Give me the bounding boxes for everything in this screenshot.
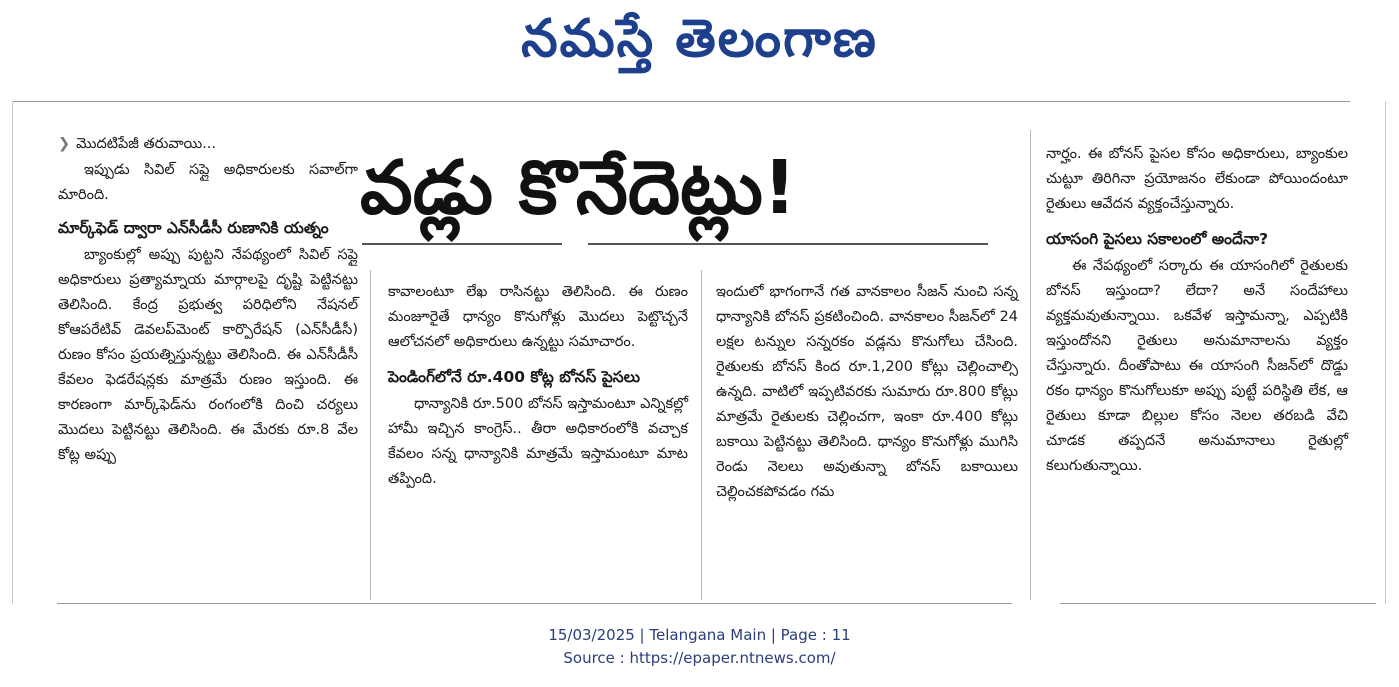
- subheading-yasangi: యాసంగి పైసలు సకాలంలో అందేనా?: [1046, 230, 1269, 248]
- body-paragraph: కావాలంటూ లేఖ రాసినట్టు తెలిసింది. ఈ రుణం మంజూరైతే ధాన్యం కొనుగోళ్లు మొదలు పెట్టొచ్చనే ఆలోచనలో అధికారులు ఉన్నట్టు సమాచారం.: [388, 284, 688, 350]
- body-paragraph: బ్యాంకుల్లో అప్పు పుట్టని నేపథ్యంలో సివిల్ సప్లై అధికారులు ప్రత్యామ్నాయ మార్గాలపై దృష్టి పెట్టినట్టు తెలిసింది. కేంద్ర ప్రభుత్వ పరిధిలోని నేషనల్ కో‌ఆపరేటివ్ డెవలప్‌మెంట్ కార్పొరేషన్ (ఎన్‌సీడీసీ) రుణం కోసం ప్రయత్నిస్తున్నట్టు తెలిసింది. ఈ ఎన్‌సీడీసీ కేవలం ఫెడరేషన్లకు మాత్రమే రుణం ఇస్తుంది. ఈ కారణంగా మార్క్‌ఫెడ్‌ను రంగంలోకి దించి చర్యలు మొదలు పెట్టినట్టు తెలిసింది. ఈ మేరకు రూ.8 వేల కోట్ల అప్పు: [58, 247, 358, 463]
- headline-rule-right: [588, 243, 988, 245]
- headline-rule-left: [362, 243, 562, 245]
- footer-date-edition: 15/03/2025 | Telangana Main | Page : 11: [548, 626, 851, 644]
- column-divider-1: [370, 270, 371, 600]
- masthead-logo: నమస్తే తెలంగాణ: [521, 9, 878, 69]
- body-paragraph: ఈ నేపథ్యంలో సర్కారు ఈ యాసంగిలో రైతులకు బోనస్ ఇస్తుందా? లేదా? అనే సందేహాలు వ్యక్తమవుతున్నాయి. ఒకవేళ ఇస్తామన్నా, ఎప్పటికి ఇస్తుందోనని రైతులు అనుమానాలను వ్యక్తం చేస్తున్నారు. దీంతోపాటు ఈ యాసంగి సీజన్‌లో దొడ్డు రకం ధాన్యం కొనుగోలుకూ అప్పు పుట్టే పరిస్థితి లేక, ఆ రైతులు కూడా బిల్లుల కోసం నెలల తరబడి వేచి చూడక తప్పదనే అనుమానాలు రైతుల్లో కలుగుతున్నాయి.: [1046, 258, 1348, 474]
- column-divider-2: [701, 270, 702, 600]
- frame-bottom-rule-left: [57, 603, 1012, 604]
- article-column-4: [1046, 142, 1348, 479]
- subheading-ncdc: మార్క్‌ఫెడ్ ద్వారా ఎన్‌సీడీసీ రుణానికి యత్నం: [58, 219, 329, 237]
- lead-text: ఇప్పుడు సివిల్ సప్లై అధికారులకు సవాల్‌గా మారింది.: [58, 162, 358, 203]
- frame-bottom-rule-right: [1060, 603, 1376, 604]
- continued-from-front-page: [58, 130, 358, 158]
- article-column-3: [716, 280, 1018, 505]
- footer-source-link[interactable]: Source : https://epaper.ntnews.com/: [563, 649, 836, 667]
- frame-left-rule: [12, 101, 13, 604]
- jump-label: మొదటిపేజీ తరువాయి...: [76, 136, 217, 152]
- body-paragraph: ఇందులో భాగంగానే గత వానకాలం సీజన్ నుంచి సన్న ధాన్యానికి బోనస్ ప్రకటించింది. వానకాలం సీజన్‌లో 24 లక్షల టన్నుల సన్నరకం వడ్లను కొనుగోలు చేసింది. రైతులకు బోనస్ కింద రూ.1,200 కోట్లు చెల్లించాల్సి ఉన్నది. వాటిలో ఇప్పటివరకు సుమారు రూ.800 కోట్లు మాత్రమే రైతులకు చెల్లించగా, ఇంకా రూ.400 కోట్లు బకాయి పెట్టినట్టు తెలిసింది. ధాన్యం కొనుగోళ్లు ముగిసి రెండు నెలలు అవుతున్నా బోనస్ బకాయిలు చెల్లించకపోవడం గమ: [716, 284, 1018, 500]
- chevron-right-icon: ❯: [58, 136, 71, 152]
- subheading-pending-bonus: పెండింగ్‌లోనే రూ.400 కోట్ల బోనస్ పైసలు: [388, 368, 641, 386]
- article-column-2: [388, 280, 688, 492]
- article-column-1: [58, 130, 358, 468]
- frame-top-rule: [12, 101, 1350, 102]
- body-paragraph: ధాన్యానికి రూ.500 బోనస్ ఇస్తామంటూ ఎన్నికల్లో హామీ ఇచ్చిన కాంగ్రెస్.. తీరా అధికారంలోకి వచ్చాక కేవలం సన్న ధాన్యానికి మాత్రమే ఇస్తామంటూ మాట తప్పింది.: [388, 396, 688, 487]
- column-divider-3: [1030, 130, 1031, 600]
- frame-right-rule: [1385, 101, 1386, 604]
- headline: వడ్లు కొనేదెట్లు!: [360, 145, 797, 231]
- body-paragraph: నార్హం. ఈ బోనస్ పైసల కోసం అధికారులు, బ్యాంకుల చుట్టూ తిరిగినా ప్రయోజనం లేకుండా పోయిందంటూ రైతులు ఆవేదన వ్యక్తంచేస్తున్నారు.: [1046, 146, 1348, 212]
